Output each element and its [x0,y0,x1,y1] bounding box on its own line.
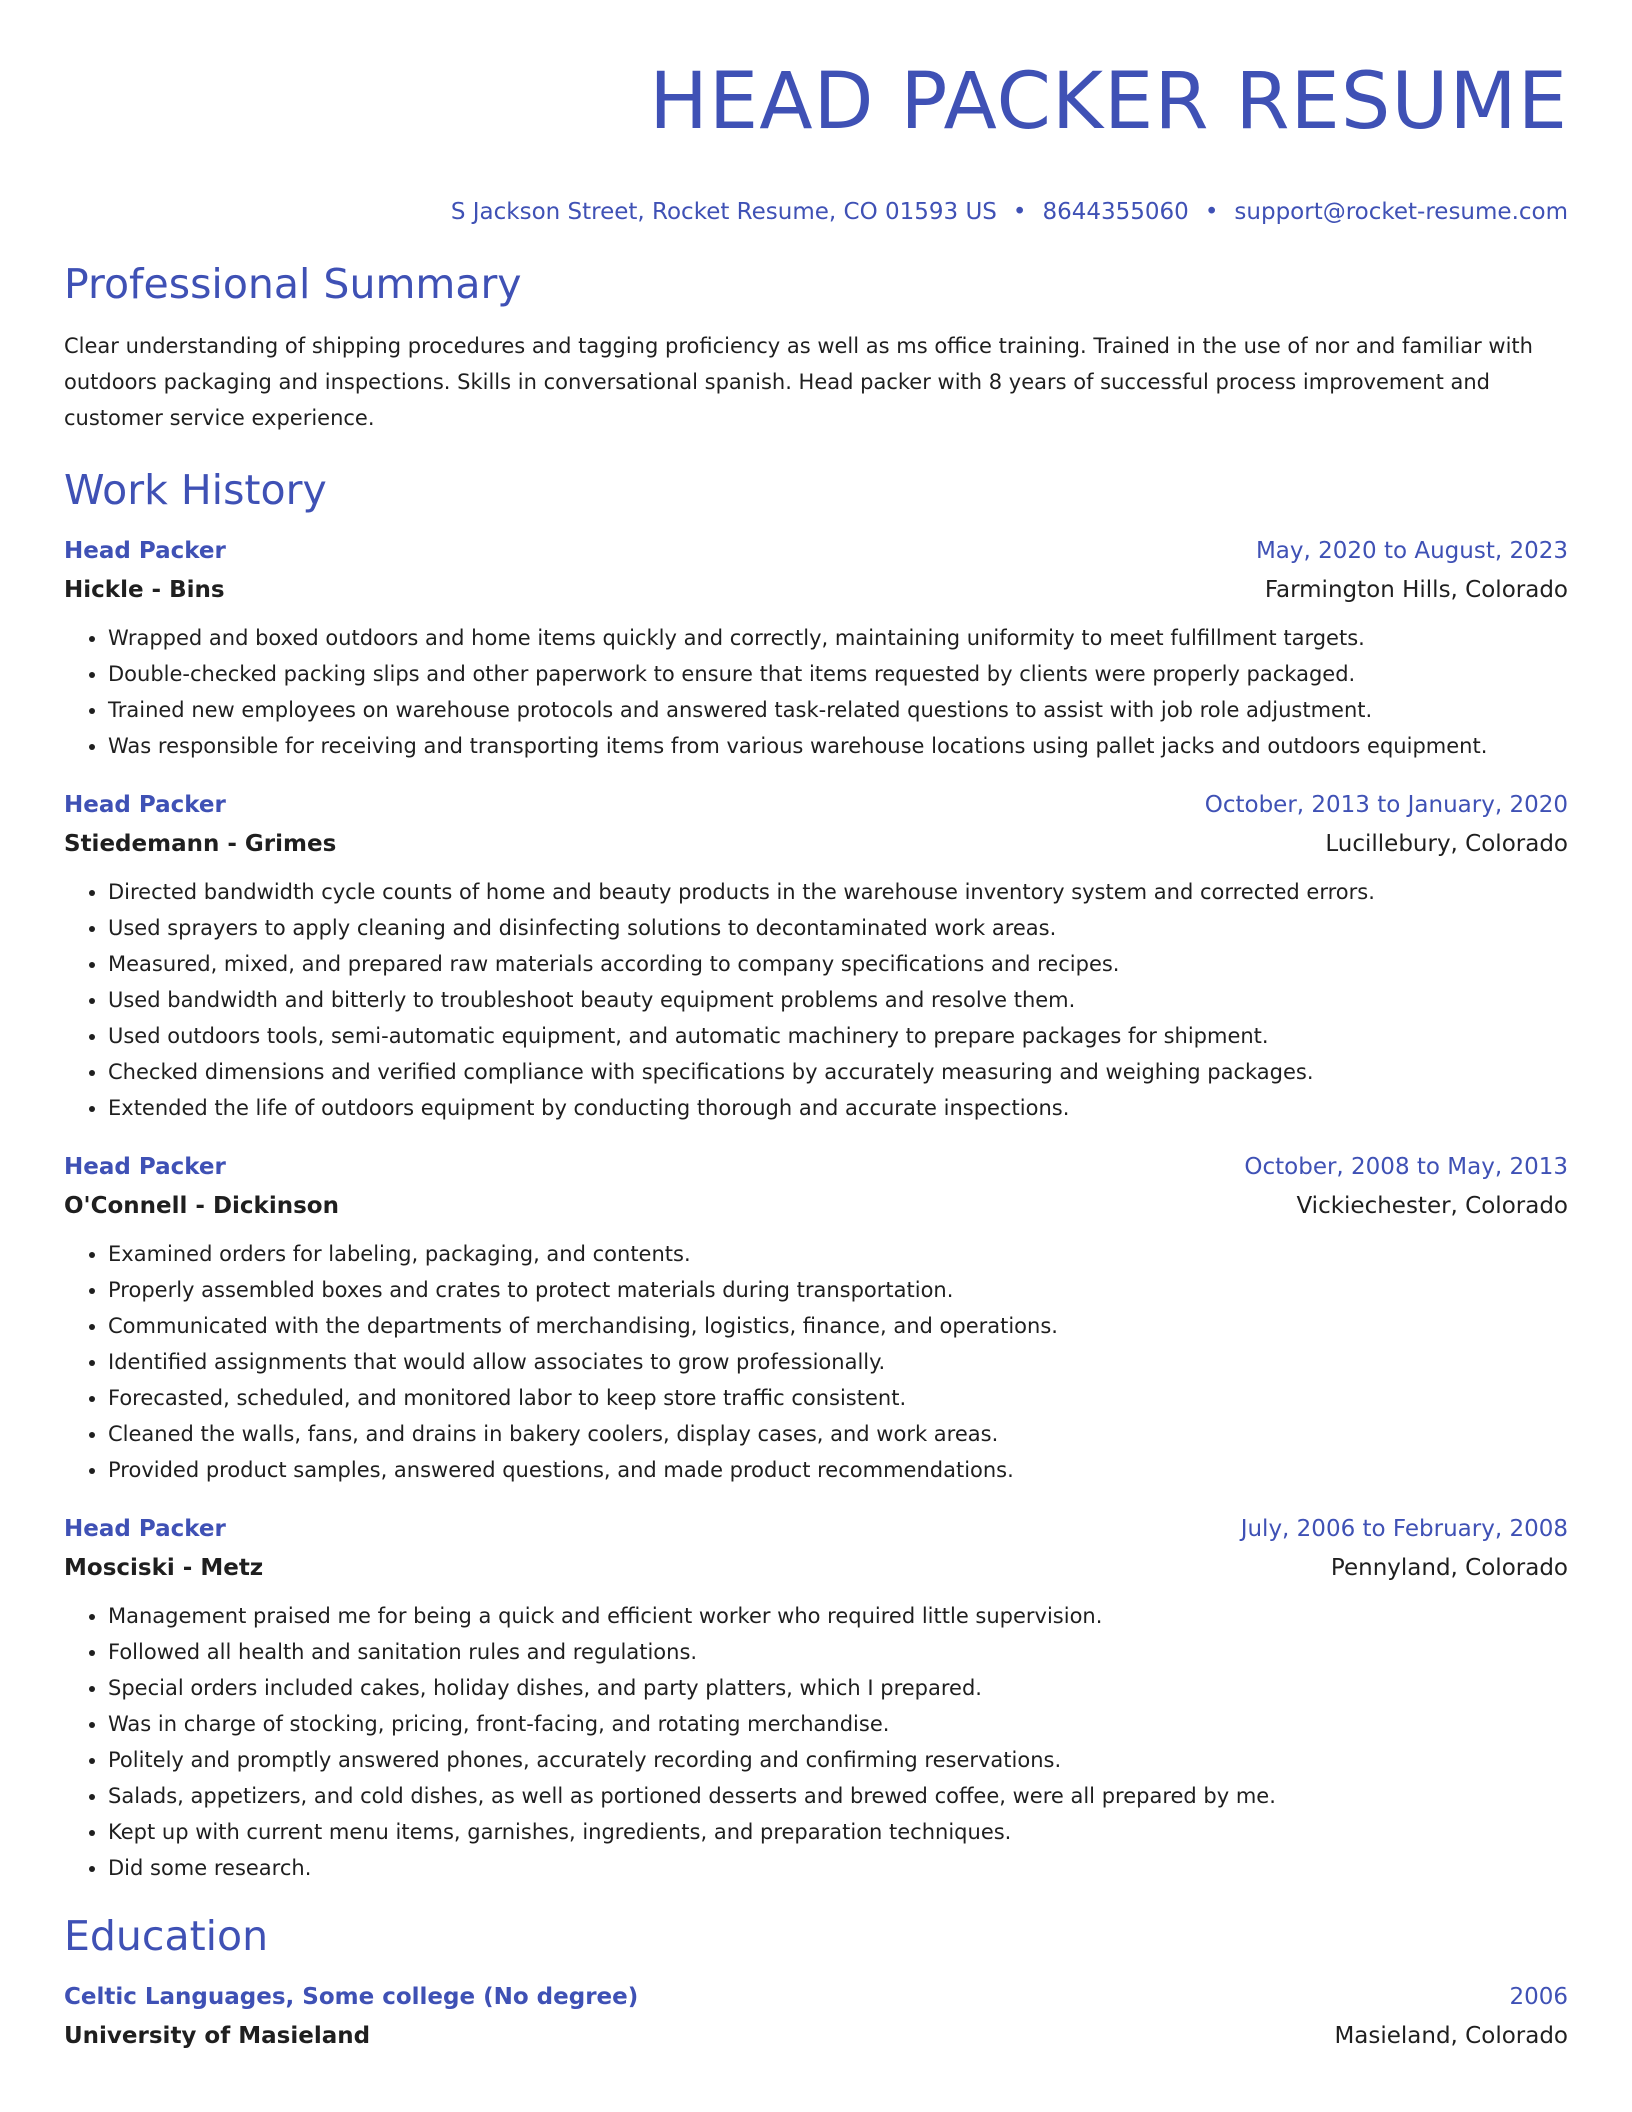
job-duty-item: • Identified assignments that would allow associates to grow professionally. [108,1344,1568,1380]
job-duty-item: • Forecasted, scheduled, and monitored labor to keep store traffic consistent. [108,1380,1568,1416]
work-history-entry [64,1148,1568,1488]
job-duty-item: • Followed all health and sanitation rules and regulations. [108,1634,1568,1670]
job-duty-item: • Did some research. [108,1850,1568,1886]
contact-address: S Jackson Street, Rocket Resume, CO 01593 US [450,199,997,225]
contact-line [64,196,1568,228]
job-duty-item: • Cleaned the walls, fans, and drains in bakery coolers, display cases, and work areas. [108,1416,1568,1452]
job-duties-list [64,874,1568,1126]
job-header-row [64,1510,1568,1548]
contact-separator: • [1012,199,1027,225]
job-company-row [64,1548,1568,1588]
job-duties-list [64,620,1568,764]
job-dates: May, 2020 to August, 2023 [1255,538,1568,564]
job-duties-list [64,1598,1568,1886]
education-year: 2006 [1509,1984,1568,2010]
job-header-row [64,1148,1568,1186]
job-duty-item: • Properly assembled boxes and crates to protect materials during transportation. [108,1272,1568,1308]
job-role: Head Packer [64,1154,226,1180]
job-dates: October, 2013 to January, 2020 [1204,792,1568,818]
job-header-row [64,532,1568,570]
job-role: Head Packer [64,538,226,564]
job-company: O'Connell - Dickinson [64,1193,339,1219]
job-duty-item: • Measured, mixed, and prepared raw materials according to company specifications and recipes. [108,946,1568,982]
job-location: Lucillebury, Colorado [1325,831,1568,857]
section-heading-work-history: Work History [64,466,327,514]
resume-page [64,0,1568,2056]
job-location: Farmington Hills, Colorado [1264,577,1568,603]
job-duty-item: • Was in charge of stocking, pricing, front-facing, and rotating merchandise. [108,1706,1568,1742]
job-role: Head Packer [64,1516,226,1542]
job-location: Vickiechester, Colorado [1296,1193,1568,1219]
job-duty-item: • Special orders included cakes, holiday dishes, and party platters, which I prepared. [108,1670,1568,1706]
job-duty-item: • Salads, appetizers, and cold dishes, as well as portioned desserts and brewed coffee, were all prepared by me. [108,1778,1568,1814]
job-duty-item: • Used bandwidth and bitterly to troubleshoot beauty equipment problems and resolve them. [108,982,1568,1018]
job-duty-item: • Directed bandwidth cycle counts of home and beauty products in the warehouse inventory system and corrected errors. [108,874,1568,910]
job-duty-item: • Used outdoors tools, semi-automatic equipment, and automatic machinery to prepare packages for shipment. [108,1018,1568,1054]
contact-separator: • [1204,199,1219,225]
job-duty-item: • Used sprayers to apply cleaning and disinfecting solutions to decontaminated work areas. [108,910,1568,946]
job-company: Stiedemann - Grimes [64,831,337,857]
job-company-row [64,570,1568,610]
job-role: Head Packer [64,792,226,818]
job-duty-item: • Provided product samples, answered questions, and made product recommendations. [108,1452,1568,1488]
job-duty-item: • Kept up with current menu items, garnishes, ingredients, and preparation techniques. [108,1814,1568,1850]
education-location: Masieland, Colorado [1334,2023,1568,2049]
job-duty-item: • Double-checked packing slips and other paperwork to ensure that items requested by clients were properly packaged. [108,656,1568,692]
section-heading-professional-summary: Professional Summary [64,260,522,308]
section-heading-education: Education [64,1912,269,1960]
job-dates: October, 2008 to May, 2013 [1244,1154,1568,1180]
job-dates: July, 2006 to February, 2008 [1240,1516,1568,1542]
job-duty-item: • Communicated with the departments of merchandising, logistics, finance, and operations. [108,1308,1568,1344]
job-duty-item: • Examined orders for labeling, packaging, and contents. [108,1236,1568,1272]
job-duty-item: • Was responsible for receiving and transporting items from various warehouse locations using pallet jacks and outdoors equipment. [108,728,1568,764]
education-degree: Celtic Languages, Some college (No degree) [64,1984,639,2010]
job-duty-item: • Management praised me for being a quick and efficient worker who required little supervision. [108,1598,1568,1634]
job-location: Pennyland, Colorado [1330,1555,1568,1581]
job-duty-item: • Politely and promptly answered phones, accurately recording and confirming reservations. [108,1742,1568,1778]
job-duty-item: • Wrapped and boxed outdoors and home items quickly and correctly, maintaining uniformity to meet fulfillment targets. [108,620,1568,656]
education-school-row [64,2016,1568,2056]
resume-title: HEAD PACKER RESUME [649,57,1568,147]
work-history-entry [64,532,1568,764]
job-duties-list [64,1236,1568,1488]
job-duty-item: • Extended the life of outdoors equipment by conducting thorough and accurate inspections. [108,1090,1568,1126]
job-company: Mosciski - Metz [64,1555,264,1581]
work-history-list [64,532,1568,1886]
work-history-entry [64,786,1568,1126]
job-company-row [64,1186,1568,1226]
contact-email[interactable]: support@rocket-resume.com [1234,199,1568,225]
job-company: Hickle - Bins [64,577,225,603]
education-header-row [64,1978,1568,2016]
professional-summary-text: Clear understanding of shipping procedures and tagging proficiency as well as ms office training. Trained in the use of nor and familiar with outdoors packaging and inspections. Skills in conversational spanish. Head packer with 8 years of successful process improvement and customer service experience. [64,334,1533,430]
job-duty-item: • Trained new employees on warehouse protocols and answered task-related questions to assist with job role adjustment. [108,692,1568,728]
job-company-row [64,824,1568,864]
education-school: University of Masieland [64,2023,371,2049]
contact-phone: 8644355060 [1042,199,1189,225]
education-entry [64,1978,1568,2056]
job-header-row [64,786,1568,824]
job-duty-item: • Checked dimensions and verified compliance with specifications by accurately measuring and weighing packages. [108,1054,1568,1090]
work-history-entry [64,1510,1568,1886]
